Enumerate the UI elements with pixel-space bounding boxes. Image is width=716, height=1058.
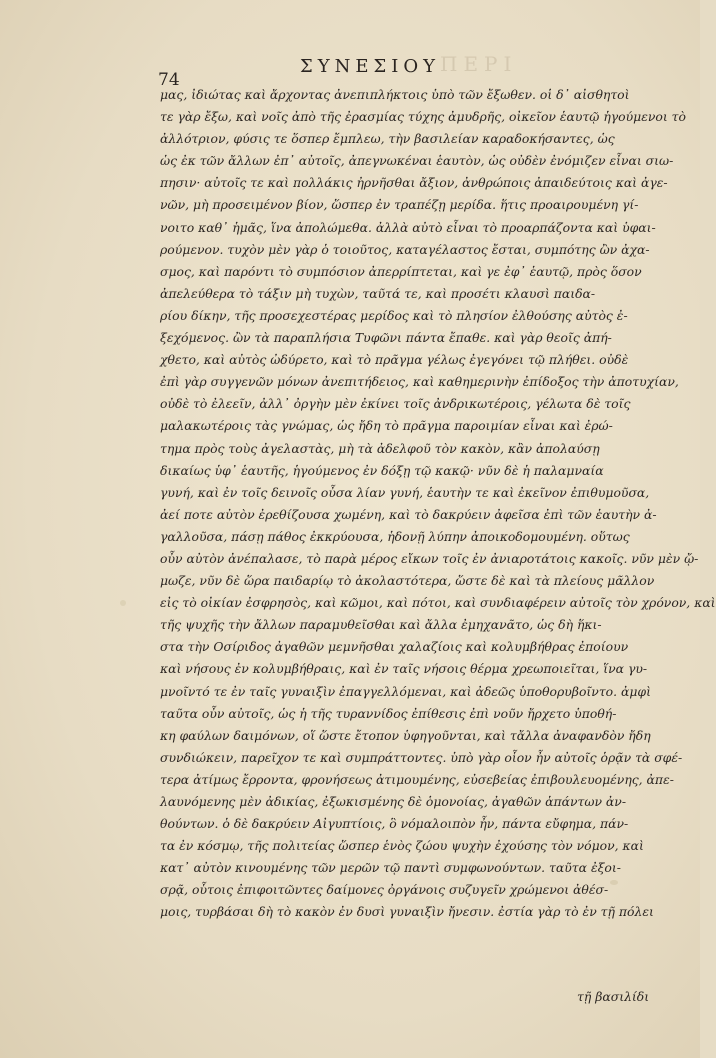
text-line: θούντων. ὁ δὲ δακρύειν Αἰγυπτίοις, ὃ νόμαλοιπὸν ἦν, πάντα εὔφημα, πάν- — [160, 816, 629, 832]
text-line: κατ᾽ αὐτὸν κινουμένης τῶν μερῶν τῷ παντὶ συμφωνούντων. ταῦτα ἐξοι- — [160, 860, 621, 876]
text-line: στα τὴν Οσίριδος ἀγαθῶν μεμνῆσθαι χαλαζίοις καὶ κολυμβήθρας ἐποίουν — [160, 639, 629, 655]
page-number: 74 — [158, 70, 180, 90]
text-line: καὶ νήσους ἐν κολυμβήθραις, καὶ ἐν ταῖς νήσοις θέρμα χρεωποιεῖται, ἵνα γυ- — [160, 661, 648, 677]
text-line: τα ἐν κόσμῳ, τῆς πολιτείας ὥσπερ ἑνὸς ζώου ψυχὴν ἐχούσης τὸν νόμον, καὶ — [160, 838, 644, 854]
text-line: μνοῖντό τε ἐν ταῖς γυναιξὶν ἐπαγγελλόμεναι, καὶ ἀδεῶς ὑποθορυβοῖντο. ἀμφὶ — [160, 683, 651, 699]
text-line: ξεχόμενος. ὢν τὰ παραπλήσια Τυφῶνι πάντα ἔπαθε. καὶ γὰρ θεοῖς ἀπή- — [160, 330, 612, 346]
text-block — [160, 84, 716, 924]
text-line: νοιτο καθ᾽ ἡμᾶς, ἵνα ἀπολώμεθα. ἀλλὰ αὐτὸ εἶναι τὸ προαρπάζοντα καὶ ὑφαι- — [160, 219, 656, 235]
text-line: ἐπὶ γὰρ συγγενῶν μόνων ἀνεπιτήδειος, καὶ καθημερινὴν ἐπίδοξος τὴν ἀποτυχίαν, — [160, 374, 679, 390]
text-line: εἰς τὸ οἰκίαν ἐσφρησὸς, καὶ κῶμοι, καὶ πότοι, καὶ συνδιαφέρειν αὐτοῖς τὸν χρόνον, καὶ — [160, 595, 716, 611]
text-line: οὐδὲ τὸ ἐλεεῖν, ἀλλ᾽ ὀργὴν μὲν ἐκίνει τοῖς ἀνδρικωτέροις, γέλωτα δὲ τοῖς — [160, 396, 631, 412]
text-line: σμος, καὶ παρόντι τὸ συμπόσιον ἀπερρίπτεται, καὶ γε ἐφ᾽ ἑαυτῷ, πρὸς ὅσον — [160, 263, 642, 279]
text-line: ρούμενον. τυχὸν μὲν γὰρ ὁ τοιοῦτος, καταγέλαστος ἔσται, συμπότης ὢν ἀχα- — [160, 241, 650, 257]
text-line: οὖν αὐτὸν ἀνέπαλασε, τὸ παρὰ μέρος εἴκων τοῖς ἐν ἀνιαροτάτοις κακοῖς. νῦν μὲν ᾤ- — [160, 550, 699, 566]
text-line: γαλλοῦσα, πάσῃ πάθος ἐκκρύουσα, ἡδονῇ λύπην ἀποικοδομουμένη. οὕτως — [160, 528, 630, 544]
text-line: τημα πρὸς τοὺς ἀγελαστὰς, μὴ τὰ ἀδελφοῦ τὸν κακὸν, κἂν ἀπολαύσῃ — [160, 440, 600, 456]
text-line: μας, ἰδιώτας καὶ ἄρχοντας ἀνεπιπλήκτοις ὑπὸ τῶν ἔξωθεν. οἱ δ᾽ αἰσθητοὶ — [160, 87, 630, 102]
text-line: σρᾷ, οὗτοις ἐπιφοιτῶντες δαίμονες ὀργάνοις συζυγεῖν χρώμενοι ἀθέσ- — [160, 882, 609, 898]
text-line: συνδιώκειν, παρεῖχον τε καὶ συμπράττοντες. ὑπὸ γὰρ οἷον ἦν αὐτοῖς ὁρᾷν τὰ σφέ- — [160, 749, 683, 765]
text-line: γυνή, καὶ ἐν τοῖς δεινοῖς οὖσα λίαν γυνή, ἑαυτὴν τε καὶ ἐκεῖνον ἐπιθυμοῦσα, — [160, 484, 650, 500]
paper-stain — [120, 600, 126, 606]
text-line: λαυνόμενης μὲν ἀδικίας, ἐξωκισμένης δὲ ὁμονοίας, ἀγαθῶν ἁπάντων ἀν- — [160, 794, 627, 809]
text-line: ἀλλότριον, φύσις τε ὅσπερ ἔμπλεω, τὴν βασιλείαν καραδοκήσαντες, ὡς — [160, 131, 615, 147]
text-line: τερα ἀτίμως ἔρροντα, φρονήσεως ἀτιμουμένης, εὐσεβείας ἐπιβουλευομένης, ἀπε- — [160, 771, 674, 787]
catchword: τῇ βασιλίδι — [577, 989, 650, 1004]
text-line: μοις, τυρβάσαι δὴ τὸ κακὸν ἐν δυσὶ γυναιξὶν ἤνεσιν. ἐστία γὰρ τὸ ἐν τῇ πόλει — [160, 904, 654, 920]
text-line: νῶν, μὴ προσειμένον βίον, ὥσπερ ἐν τραπέζῃ μερίδα. ἥτις προαιρουμένη γί- — [160, 197, 639, 213]
text-line: τῆς ψυχῆς τὴν ἄλλων παραμυθεῖσθαι καὶ ἄλλα ἐμηχανᾶτο, ὡς δὴ ἥκι- — [160, 617, 602, 633]
text-line: ρίου δίκην, τῆς προσεχεστέρας μερίδος καὶ τὸ πλησίον ἐλθούσης αὐτὸς ἐ- — [160, 307, 628, 323]
text-line: ἀπελεύθερα τὸ τάξιν μὴ τυχὼν, ταῦτά τε, καὶ προσέτι κλαυσὶ παιδα- — [160, 285, 596, 301]
paper-stain — [610, 880, 618, 885]
text-line: δικαίως ὑφ᾽ ἑαυτῆς, ἡγούμενος ἐν δόξῃ τῷ κακῷ· νῦν δὲ ἡ παλαμναία — [160, 462, 604, 478]
text-line: τε γὰρ ἔξω, καὶ νοῖς ἀπὸ τῆς ἐρασμίας τύχης ἀμυδρῆς, οἰκεῖον ἑαυτῷ ἡγούμενοι τὸ — [160, 109, 686, 125]
text-line: ταῦτα οὖν αὐτοῖς, ὡς ἡ τῆς τυραννίδος ἐπίθεσις ἐπὶ νοῦν ἤρχετο ὑποθή- — [160, 705, 617, 721]
text-line: ὡς ἐκ τῶν ἄλλων ἐπ᾽ αὐτοῖς, ἀπεγνωκέναι ἑαυτὸν, ὡς οὐδὲν ἐνόμιζεν εἶναι σιω- — [160, 153, 674, 169]
text-line: μαλακωτέροις τὰς γνώμας, ὡς ἤδη τὸ πρᾶγμα παροιμίαν εἶναι καὶ ἐρώ- — [160, 418, 613, 434]
text-line: πησιν· αὐτοῖς τε καὶ πολλάκις ἠρνῆσθαι ἄξιον, ἀνθρώποις ἀπαιδεύτοις καὶ ἀγε- — [160, 175, 668, 191]
running-head: ΣΥΝΕΣΙΟΥ — [300, 56, 440, 77]
text-line: χθετο, καὶ αὐτὸς ὠδύρετο, καὶ τὸ πρᾶγμα γέλως ἐγεγόνει τῷ πλήθει. οὐδὲ — [160, 352, 629, 368]
text-line: κη φαύλων δαιμόνων, οἵ ὥστε ἔτοπον ὑφηγοῦνται, καὶ τἄλλα ἀναφανδὸν ἤδη — [160, 727, 651, 743]
text-line: μωζε, νῦν δὲ ὥρα παιδαρίῳ τὸ ἀκολαστότερα, ὥστε δὲ καὶ τὰ πλείους μᾶλλον — [160, 573, 655, 589]
bleed-through-shadow: ΠΕΡΙ — [440, 52, 518, 76]
text-line: ἀεί ποτε αὐτὸν ἐρεθίζουσα χωμένη, καὶ τὸ δακρύειν ἀφεῖσα ἐπὶ τῶν ἑαυτὴν ἀ- — [160, 506, 657, 522]
